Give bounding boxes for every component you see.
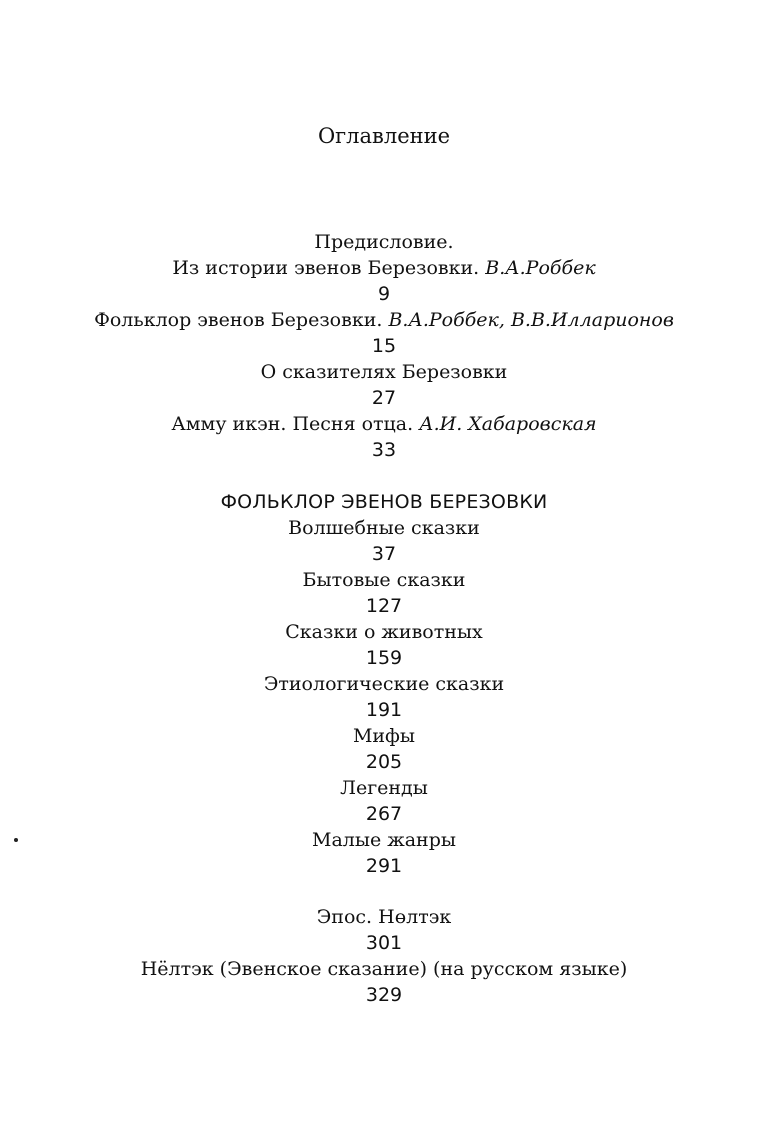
section-heading: ФОЛЬКЛОР ЭВЕНОВ БЕРЕЗОВКИ: [220, 491, 548, 513]
toc-page-number: 9: [377, 283, 391, 305]
toc-entry-title: Легенды: [340, 777, 428, 799]
toc-page-number: 291: [365, 855, 403, 877]
toc-page-number: 159: [365, 647, 403, 669]
toc-page-number: 33: [371, 439, 397, 461]
toc-entry-title: Амму икэн. Песня отца.: [171, 413, 414, 435]
toc-page-number: 37: [371, 543, 397, 565]
toc-folklore-section: [0, 489, 768, 879]
toc-page-number: 127: [365, 595, 403, 617]
toc-entry-title: Мифы: [352, 725, 416, 747]
toc-entry-title: О сказителях Березовки: [260, 361, 508, 383]
toc-entry-title: Эпос. Нөлтэк: [316, 906, 452, 928]
toc-entry-author: А.И. Хабаровская: [419, 413, 597, 435]
toc-entry-title: Этиологические сказки: [263, 673, 505, 695]
toc-page-number: 267: [365, 803, 403, 825]
toc-entry-title: Фольклор эвенов Березовки.: [94, 309, 383, 331]
toc-entry-title: Сказки о животных: [285, 621, 483, 643]
toc-intro-section: [0, 229, 768, 463]
toc-page-number: 329: [365, 984, 403, 1006]
toc-entry-title: Волшебные сказки: [288, 517, 480, 539]
toc-page-number: 15: [371, 335, 397, 357]
toc-entry-title: Бытовые сказки: [302, 569, 466, 591]
toc-entry-title: Нёлтэк (Эвенское сказание) (на русском языке): [140, 958, 628, 980]
toc-entry-title: Из истории эвенов Березовки.: [172, 257, 480, 279]
toc-page-number: 301: [365, 932, 403, 954]
toc-page-number: 205: [365, 751, 403, 773]
toc-page-number: 191: [365, 699, 403, 721]
toc-page-number: 27: [371, 387, 397, 409]
toc-entry-author: В.А.Роббек, В.В.Илларионов: [388, 309, 674, 331]
toc-epic-section: [0, 904, 768, 1008]
toc-entry-title: Предисловие.: [314, 231, 454, 253]
toc-entry: [0, 411, 768, 437]
toc-entry-author: В.А.Роббек: [485, 257, 596, 279]
scan-speck: [14, 838, 18, 842]
toc-entry: [0, 307, 768, 333]
page-title: Оглавление: [317, 124, 451, 148]
toc-entry-title: Малые жанры: [311, 829, 456, 851]
toc-entry: [0, 255, 768, 281]
